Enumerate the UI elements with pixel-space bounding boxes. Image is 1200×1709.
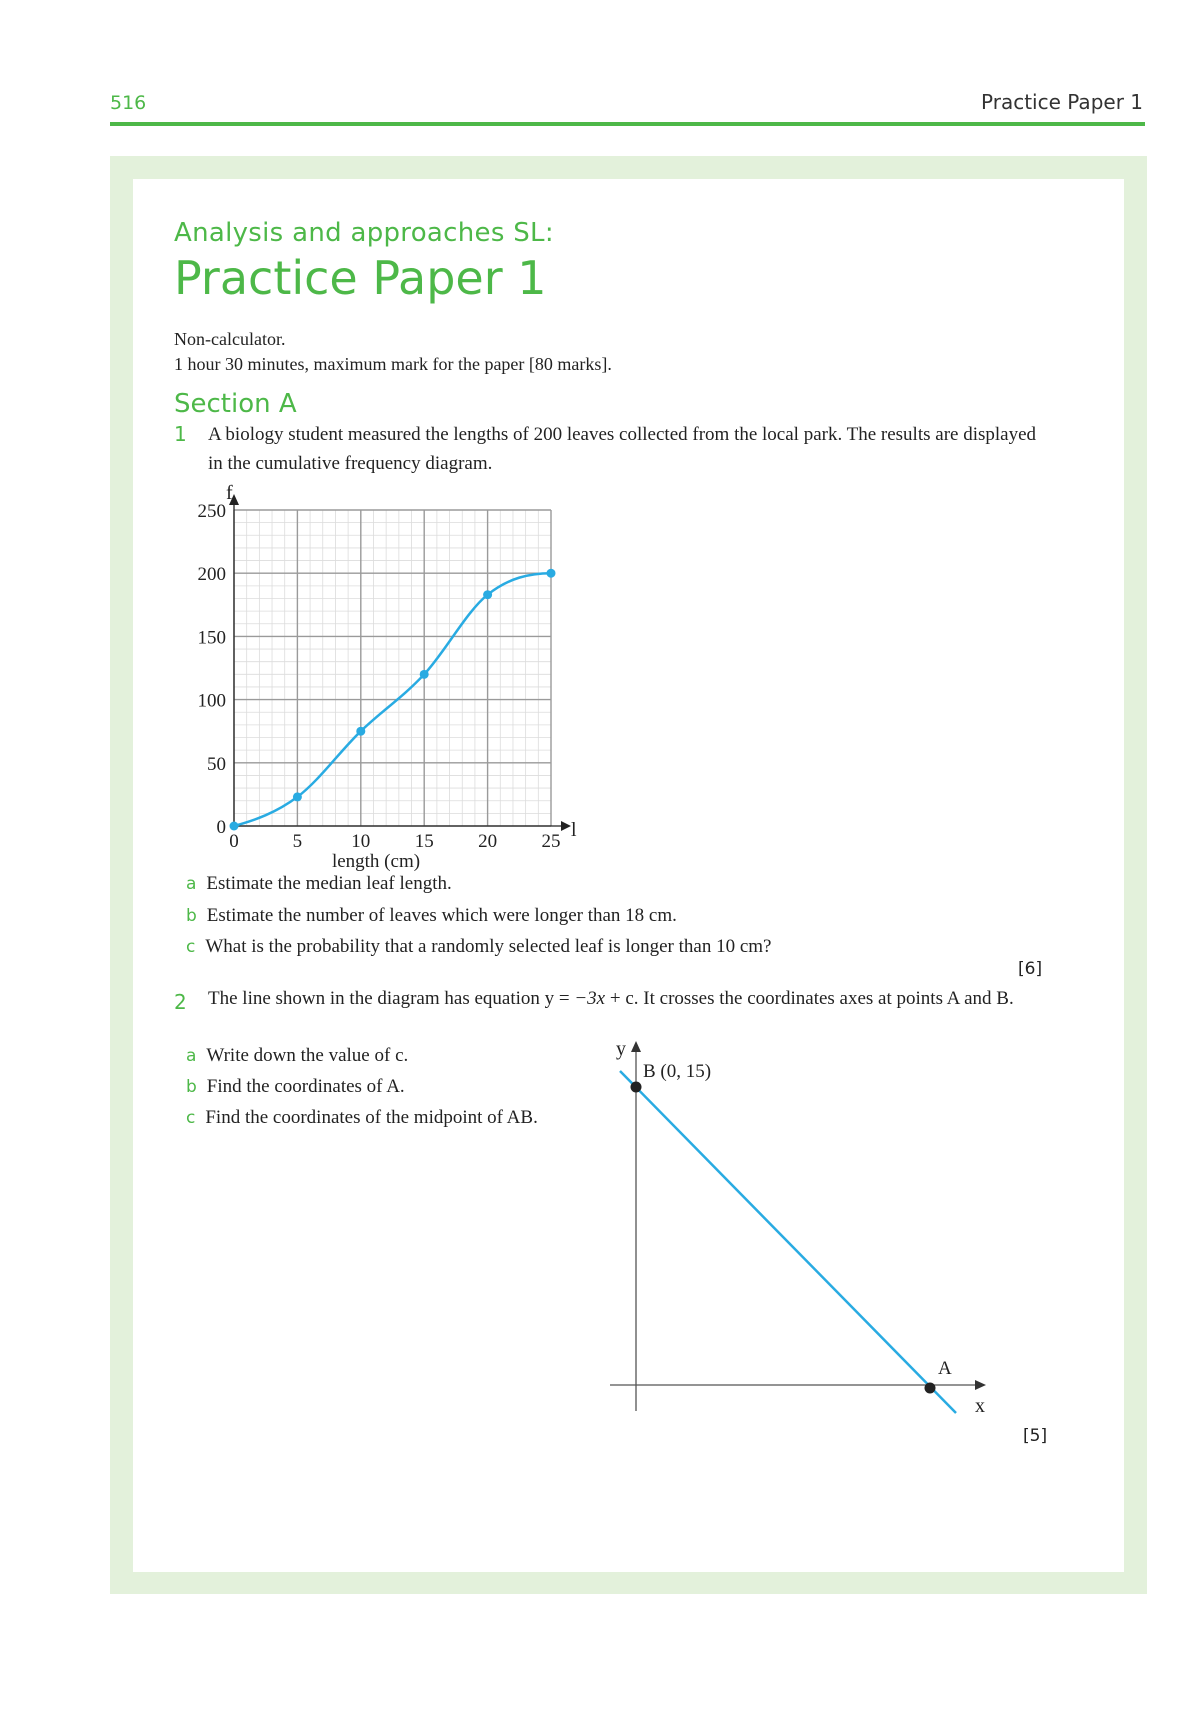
- x-axis-arrowhead: [975, 1380, 986, 1390]
- x-tick-label: 15: [414, 831, 434, 852]
- data-point: [230, 822, 239, 831]
- x-axis-title: length (cm): [331, 851, 421, 872]
- data-point: [420, 670, 429, 679]
- header-rule: [110, 122, 1145, 126]
- chart-major-grid: [234, 510, 551, 826]
- part-text: Find the coordinates of the midpoint of AB.: [205, 1107, 538, 1128]
- part-text: What is the probability that a randomly selected leaf is longer than 10 cm?: [205, 936, 772, 957]
- page-number: 516: [110, 92, 147, 114]
- part-letter: a: [186, 874, 197, 894]
- y-tick-label: 0: [216, 817, 226, 838]
- y-axis-label: y: [616, 1039, 626, 1060]
- section-heading: Section A: [174, 389, 297, 419]
- cumulative-frequency-chart: [133, 179, 1124, 919]
- y-tick-label: 200: [197, 564, 226, 586]
- question-1-text: A biology student measured the lengths of 200 leaves collected from the local park. The results are displayed in the cumulative frequency diagram.: [208, 424, 1037, 474]
- y-tick-label: 100: [197, 690, 226, 712]
- x-tick-label: 10: [351, 831, 371, 852]
- point-b: [631, 1082, 642, 1093]
- paper-title: Practice Paper 1: [174, 251, 547, 305]
- duration-note: 1 hour 30 minutes, maximum mark for the paper [80 marks].: [174, 354, 612, 374]
- chart-minor-grid: [234, 510, 551, 826]
- x-axis-label: x: [975, 1395, 985, 1417]
- question-2-part-a: [186, 1045, 408, 1067]
- point-b-label: B (0, 15): [643, 1061, 712, 1082]
- chart-axes: [229, 494, 571, 831]
- paper-content: [133, 179, 1124, 1572]
- question-2-number: 2: [174, 990, 187, 1014]
- x-tick-label: 20: [478, 831, 498, 852]
- chart-tick-labels: [198, 501, 561, 852]
- data-point: [483, 590, 492, 599]
- point-a-label: A: [938, 1358, 952, 1379]
- chart-x-axis-arrowhead: [561, 821, 571, 831]
- paper-subtitle: Analysis and approaches SL:: [174, 218, 554, 248]
- y-axis-label: f: [226, 482, 233, 504]
- part-text: Find the coordinates of A.: [206, 1076, 405, 1097]
- question-2-part-b: [186, 1076, 405, 1098]
- x-tick-label: 25: [541, 831, 561, 852]
- question-2-text-end: + c. It crosses the coordinates axes at points A and B.: [605, 988, 1014, 1009]
- part-letter: b: [186, 906, 197, 926]
- question-2-text: [208, 987, 1058, 1010]
- y-tick-label: 50: [207, 753, 226, 775]
- question-1-marks: [6]: [1018, 959, 1043, 979]
- question-1-part-c: [186, 936, 771, 958]
- part-text: Write down the value of c.: [206, 1045, 409, 1066]
- question-1-part-a: [186, 873, 452, 895]
- part-letter: a: [186, 1046, 197, 1066]
- line-ab: [620, 1071, 956, 1413]
- part-text: Estimate the median leaf length.: [206, 873, 452, 894]
- x-tick-label: 5: [292, 831, 303, 852]
- part-text: Estimate the number of leaves which were longer than 18 cm.: [206, 905, 677, 926]
- question-2-text-start: The line shown in the diagram has equation y =: [208, 988, 575, 1009]
- line-diagram: [603, 1039, 1003, 1459]
- y-tick-label: 150: [197, 627, 226, 649]
- data-point: [293, 792, 302, 801]
- question-2-marks: [5]: [1023, 1426, 1048, 1446]
- x-axis-end-label: l: [571, 819, 577, 841]
- part-letter: b: [186, 1077, 197, 1097]
- x-tick-label: 0: [229, 831, 239, 852]
- question-2-part-c: [186, 1107, 538, 1129]
- calculator-note: Non-calculator.: [174, 329, 286, 349]
- y-tick-label: 250: [197, 501, 226, 522]
- part-letter: c: [186, 1108, 196, 1128]
- question-1-number: 1: [174, 422, 187, 446]
- running-head: Practice Paper 1: [981, 90, 1143, 114]
- y-axis-arrowhead: [631, 1041, 641, 1052]
- paper-frame: [110, 156, 1147, 1594]
- point-a: [925, 1383, 936, 1394]
- question-1-part-b: [186, 905, 677, 927]
- question-2-equation-term: −3x: [574, 988, 606, 1009]
- data-point: [547, 569, 556, 578]
- part-letter: c: [186, 937, 196, 957]
- data-point: [356, 727, 365, 736]
